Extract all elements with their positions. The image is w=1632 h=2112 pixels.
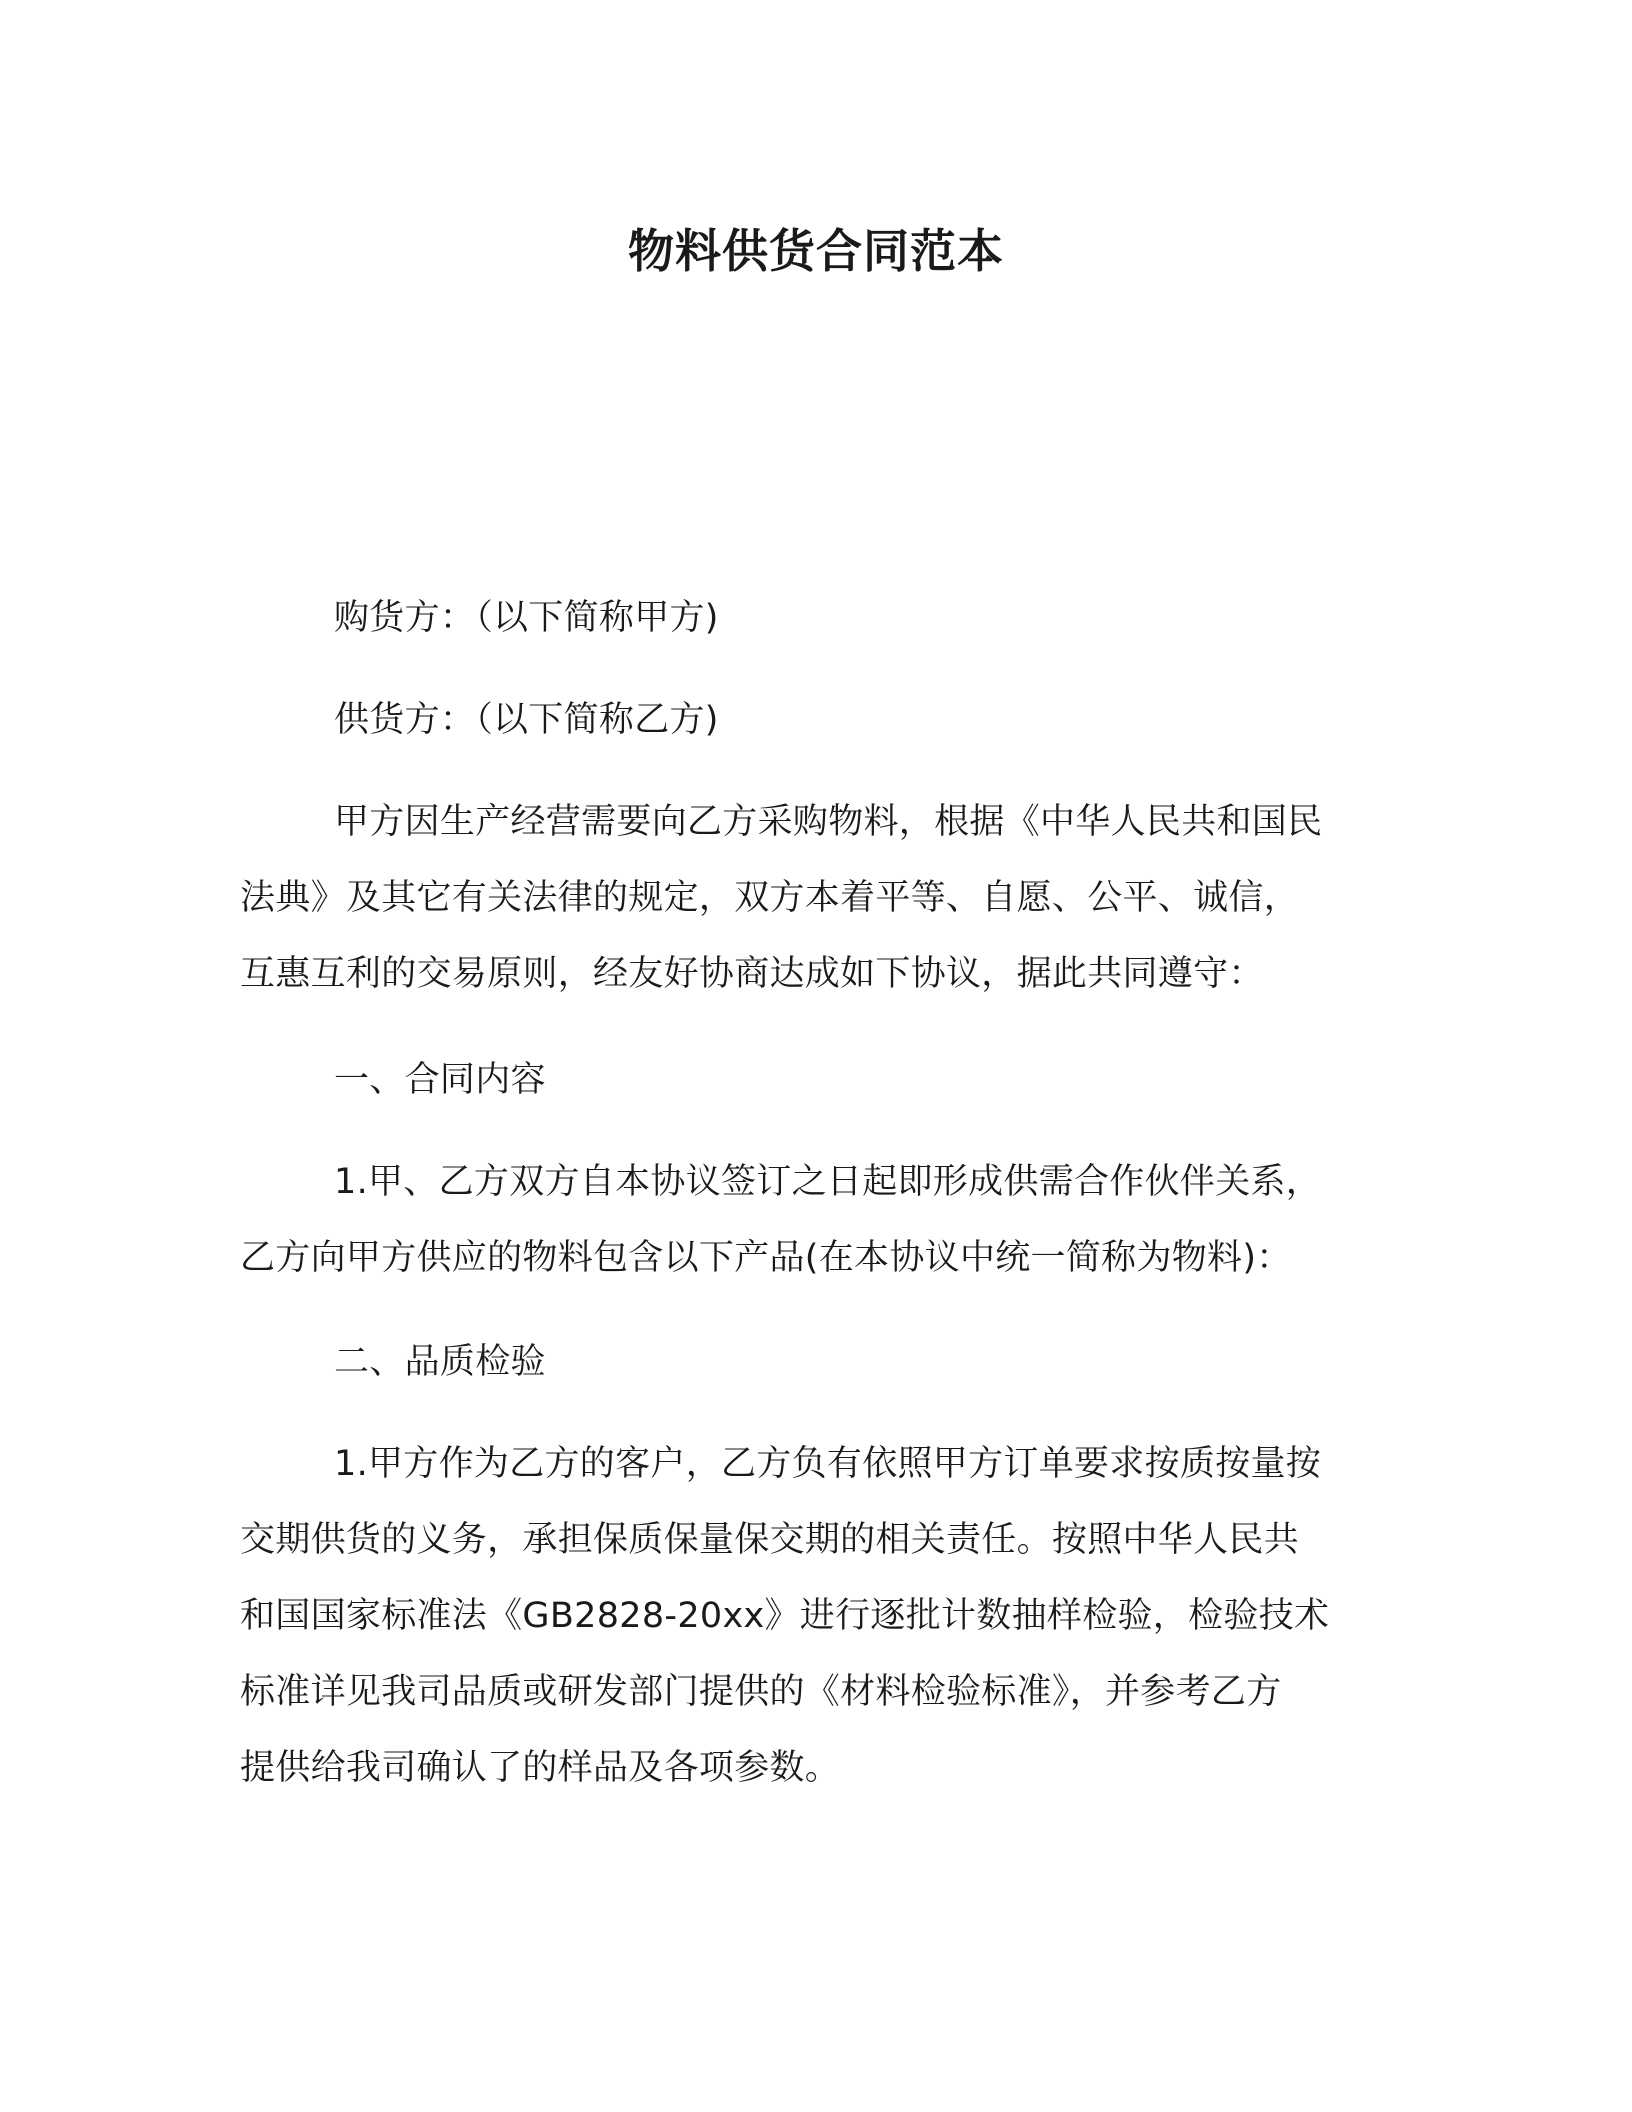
section-2-item-1	[240, 1426, 1384, 1806]
section-2-item-1-line: 标准详见我司品质或研发部门提供的《材料检验标准》，并参考乙方	[240, 1672, 1282, 1712]
intro-line: 法典》及其它有关法律的规定，双方本着平等、自愿、公平、诚信，	[240, 878, 1300, 918]
section-2-heading: 二、品质检验	[334, 1342, 546, 1382]
supplier-line: 供货方：（以下简称乙方)	[334, 700, 719, 740]
intro-line: 互惠互利的交易原则，经友好协商达成如下协议，据此共同遵守：	[240, 954, 1264, 994]
buyer-line: 购货方：（以下简称甲方)	[334, 598, 719, 638]
section-1-item-1-line: 1.甲、乙方双方自本协议签订之日起即形成供需合作伙伴关系，	[334, 1162, 1322, 1202]
section-1-item-1-line: 乙方向甲方供应的物料包含以下产品(在本协议中统一简称为物料)：	[240, 1238, 1292, 1278]
section-2-item-1-line: 和国国家标准法《GB2828-20xx》进行逐批计数抽样检验，检验技术	[240, 1596, 1330, 1636]
section-2-item-1-line: 提供给我司确认了的样品及各项参数。	[240, 1748, 841, 1788]
section-2-item-1-line: 交期供货的义务，承担保质保量保交期的相关责任。按照中华人民共	[240, 1520, 1300, 1560]
document-title: 物料供货合同范本	[628, 224, 1004, 278]
section-1-heading: 一、合同内容	[334, 1060, 546, 1100]
section-2-item-1-line: 1.甲方作为乙方的客户，乙方负有依照甲方订单要求按质按量按	[334, 1444, 1322, 1484]
intro-line: 甲方因生产经营需要向乙方采购物料，根据《中华人民共和国民	[334, 802, 1323, 842]
intro-paragraph	[240, 784, 1384, 1012]
section-1-item-1	[240, 1144, 1384, 1296]
